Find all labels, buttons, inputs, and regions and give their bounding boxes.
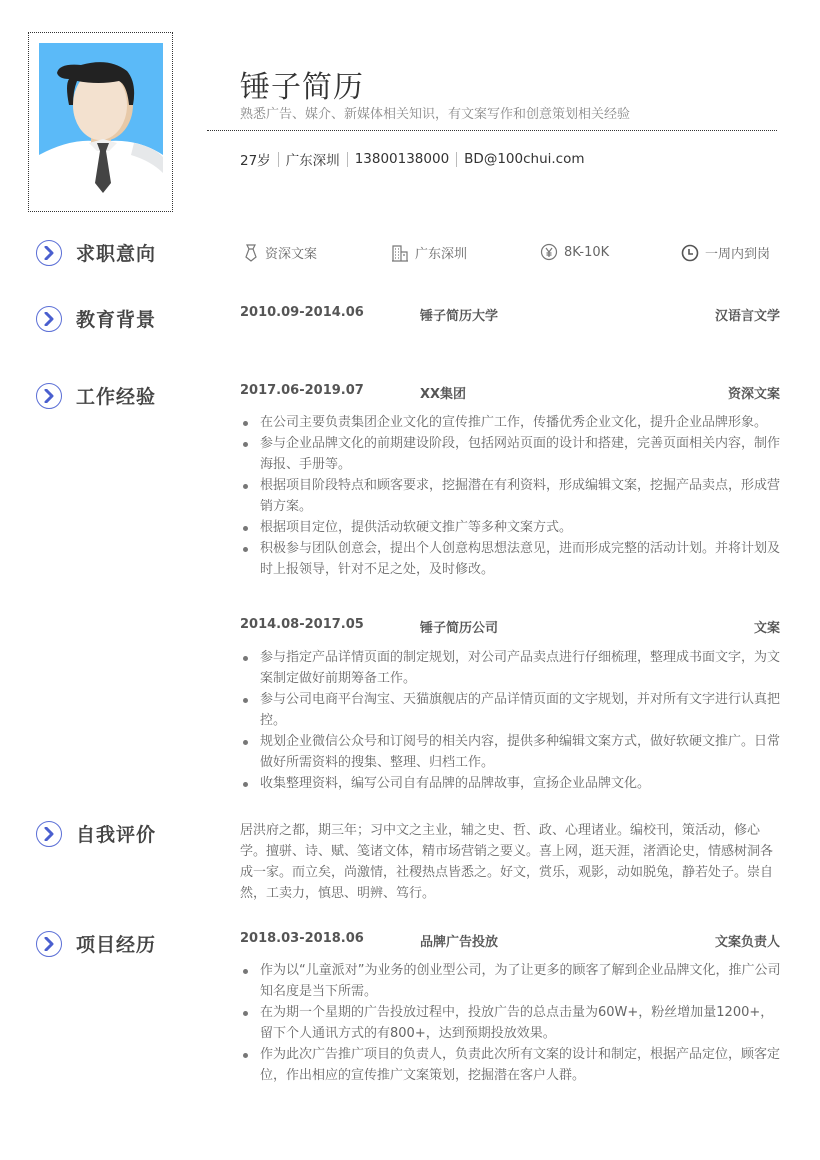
entry-date: 2010.09-2014.06 (240, 305, 364, 320)
contact-city: 广东深圳 (285, 153, 340, 169)
section-label: 工作经验 (76, 386, 157, 408)
intent-position-text: 资深文案 (265, 247, 318, 262)
section-title-education (36, 305, 156, 332)
resume-name: 锤子简历 (240, 70, 364, 105)
avatar (39, 43, 163, 201)
work-entry-bullets (240, 647, 785, 794)
entry-project: 品牌广告投放 (420, 935, 499, 950)
intent-availability-text: 一周内到岗 (705, 247, 771, 262)
header-divider (207, 130, 777, 131)
chevron-right-icon (36, 931, 62, 957)
entry-major: 汉语言文学 (714, 309, 780, 324)
avatar-illustration (39, 43, 163, 201)
chevron-right-icon (36, 240, 62, 266)
clock-icon (681, 244, 699, 262)
list-item: 收集整理资料，编写公司自有品牌的品牌故事，宣扬企业品牌文化。 (240, 773, 785, 794)
intent-city (391, 243, 467, 262)
list-item: 规划企业微信公众号和订阅号的相关内容，提供多种编辑文案方式，做好软硬文推广。日常做好所需资料的搜集、整理、归档工作。 (240, 731, 785, 773)
list-item: 参与指定产品详情页面的制定规划，对公司产品卖点进行仔细梳理，整理成书面文字，为文案制定做好前期筹备工作。 (240, 647, 785, 689)
entry-company: XX集团 (420, 387, 467, 402)
tagline: 熟悉广告、媒介、新媒体相关知识，有文案写作和创意策划相关经验 (240, 107, 631, 122)
project-entry-header (240, 931, 780, 951)
project-entry-bullets (240, 960, 785, 1086)
entry-date: 2018.03-2018.06 (240, 931, 364, 946)
entry-date: 2014.08-2017.05 (240, 617, 364, 632)
separator (456, 152, 457, 167)
section-label: 自我评价 (76, 824, 157, 846)
section-title-intent (36, 239, 156, 266)
section-label: 教育背景 (76, 309, 157, 331)
work-entry-header (240, 617, 780, 637)
intent-city-text: 广东深圳 (415, 247, 468, 262)
chevron-right-icon (36, 821, 62, 847)
self-evaluation-text: 居洪府之都，期三年；习中文之主业，辅之史、哲、政、心理诸业。编校刊，策活动，修心学。擅骈、诗、赋、笺诸文体，精市场营销之要义。喜上网，逛天涯，渚酒论史，情感树洞各成一家。而立矣，尚激情，社稷热点皆悉之。好文，赏乐，观影，动如脱兔，静若处子。崇自然，工卖力，慎思、明辨、笃行。 (240, 823, 774, 901)
photo-frame (28, 32, 173, 212)
contact-age: 27岁 (240, 153, 271, 169)
entry-role: 文案负责人 (714, 935, 780, 950)
list-item: 根据项目定位，提供活动软硬文推广等多种文案方式。 (240, 517, 785, 538)
section-title-self (36, 820, 156, 847)
intent-salary (540, 243, 609, 261)
list-item: 参与企业品牌文化的前期建设阶段，包括网站页面的设计和搭建，完善页面相关内容，制作海报、手册等。 (240, 433, 785, 475)
section-label: 项目经历 (76, 934, 157, 956)
entry-company: 锤子简历公司 (420, 621, 499, 636)
list-item: 参与公司电商平台淘宝、天猫旗舰店的产品详情页面的文字规划，并对所有文字进行认真把控。 (240, 689, 785, 731)
entry-school: 锤子简历大学 (420, 309, 499, 324)
section-title-work (36, 382, 156, 409)
list-item: 作为以“儿童派对”为业务的创业型公司，为了让更多的顾客了解到企业品牌文化，推广公司知名度是当下所需。 (240, 960, 785, 1002)
tie-icon (243, 244, 259, 262)
entry-date: 2017.06-2019.07 (240, 383, 364, 398)
contact-email[interactable]: BD@100chui.com (464, 151, 585, 167)
chevron-right-icon (36, 383, 62, 409)
list-item: 在为期一个星期的广告投放过程中，投放广告的总点击量为60W+，粉丝增加量1200+，留下个人通讯方式的有800+，达到预期投放效果。 (240, 1002, 785, 1044)
intent-availability (681, 243, 770, 262)
contact-info (240, 149, 585, 169)
work-entry-header (240, 383, 780, 403)
education-entry (240, 305, 780, 325)
entry-role: 资深文案 (727, 387, 780, 402)
building-icon (391, 244, 409, 262)
intent-position (243, 243, 317, 262)
section-title-project (36, 930, 156, 957)
yen-icon (540, 243, 558, 261)
entry-role: 文案 (753, 621, 780, 636)
work-entry-bullets (240, 412, 785, 580)
intent-salary-text: 8K-10K (564, 244, 610, 260)
list-item: 在公司主要负责集团企业文化的宣传推广工作，传播优秀企业文化，提升企业品牌形象。 (240, 412, 785, 433)
list-item: 根据项目阶段特点和顾客要求，挖掘潜在有利资料，形成编辑文案，挖掘产品卖点，形成营销方案。 (240, 475, 785, 517)
section-label: 求职意向 (76, 243, 157, 265)
list-item: 积极参与团队创意会，提出个人创意构思想法意见，进而形成完整的活动计划。并将计划及时上报领导，针对不足之处，及时修改。 (240, 538, 785, 580)
separator (347, 152, 348, 167)
contact-phone: 13800138000 (354, 151, 450, 167)
chevron-right-icon (36, 306, 62, 332)
list-item: 作为此次广告推广项目的负责人，负责此次所有文案的设计和制定，根据产品定位，顾客定位，作出相应的宣传推广文案策划，挖掘潜在客户人群。 (240, 1044, 785, 1086)
separator (278, 152, 279, 167)
